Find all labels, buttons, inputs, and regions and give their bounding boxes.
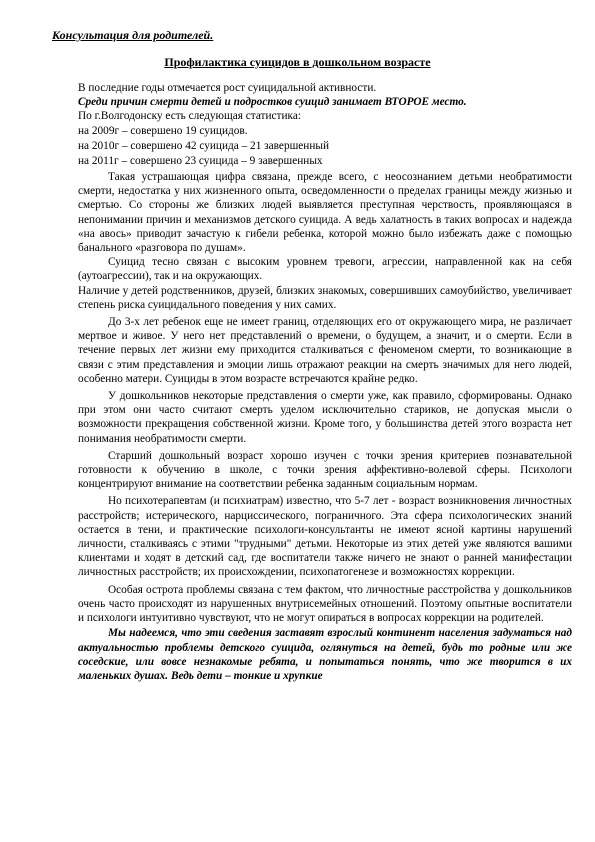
paragraph-2: Суицид тесно связан с высоким уровнем тревоги, агрессии, направленной как на себя (аутоагрессии), так и на окружающих. bbox=[78, 256, 572, 283]
document-title: Профилактика суицидов в дошкольном возрасте bbox=[164, 55, 431, 69]
stat-2011: на 2011г – совершено 23 суицида – 9 завершенных bbox=[78, 155, 323, 167]
paragraph-7: Но психотерапевтам (и психиатрам) известно, что 5-7 лет - возраст возникновения личностных расстройств; истерического, нарциссического, пограничного. Эта сфера психологических знаний остается в тени, и практические психологи-консультанты не имеют ясной картины нарушений личности, сталкиваясь с этими "трудными" детьми. Некоторые из этих детей уже являются вашими клиентами и ходят в детский сад, где воспитатели также ничего не знают о ранней манифестации личностных расстройств; их происхождении, психопатогенезе и возможностях коррекции. bbox=[78, 495, 572, 579]
stat-2009: на 2009г – совершено 19 суицидов. bbox=[78, 125, 248, 137]
paragraph-5: У дошкольников некоторые представления о смерти уже, как правило, сформированы. Однако при этом они часто считают смерть уделом исключительно стариков, не допуская мысли о возможности прекращения собственной жизни. Кроме того, у большинства детей этого возраста нет понимания необратимости смерти. bbox=[78, 390, 572, 445]
paragraph-6: Старший дошкольный возраст хорошо изучен с точки зрения критериев познавательной готовности к обучению в школе, с точки зрения аффективно-волевой сферы. Психологи концентрируют внимание на соответствии ребенка заданным социальным нормам. bbox=[78, 449, 572, 491]
intro-line-2: Среди причин смерти детей и подростков суицид занимает ВТОРОЕ место. bbox=[78, 96, 467, 108]
paragraph-8: Особая острота проблемы связана с тем фактом, что личностные расстройства у дошкольников очень часто происходят из нарушенных внутрисемейных отношений. Поэтому опытные воспитатели и психологи интуитивно чувствуют, что не могут опираться в вопросах коррекции на родителей. bbox=[78, 583, 572, 625]
stat-2010: на 2010г – совершено 42 суицида – 21 завершенный bbox=[78, 140, 330, 152]
paragraph-1: Такая устрашающая цифра связана, прежде всего, с неосознанием детьми необратимости смерти, недостатка у них жизненного опыта, осведомленности о пределах границы между жизнью и смертью. Со стороны же близких людей выявляется преступная черствость, проявляющаяся в непонимании причин и механизмов детского суицида. А ведь халатность в таких вопросах и надежда «на авось» приводит зачастую к гибели ребенка, которой можно было избежать даже с помощью банального «разговора по душам». bbox=[78, 171, 572, 255]
intro-line-3: По г.Волгодонску есть следующая статистика: bbox=[78, 110, 301, 122]
consultation-heading: Консультация для родителей. bbox=[52, 28, 214, 42]
document-body bbox=[78, 170, 572, 683]
intro-line-1: В последние годы отмечается рост суицидальной активности. bbox=[78, 82, 377, 94]
closing-paragraph: Мы надеемся, что эти сведения заставят взрослый континент населения задуматься над актуальностью проблемы детского суицида, оглянуться на детей, будь то родные или же соседские, или вовсе незнакомые ребята, и попытаться понять, что же творится в их маленьких душах. Ведь дети – тонкие и хрупкие bbox=[78, 627, 572, 682]
paragraph-4: До 3-х лет ребенок еще не имеет границ, отделяющих его от окружающего мира, не различает мертвое и живое. У него нет представлений о времени, о будущем, а значит, и о смерти. Если в течение первых лет жизни ему приходится сталкиваться с феноменом смерти, то возникающие в связи с этим представления и эмоции лишь отражают реакции на смерть значимых для него людей, особенно матери. Суициды в этом возрасте встречаются крайне редко. bbox=[78, 316, 572, 385]
paragraph-3: Наличие у детей родственников, друзей, близких знакомых, совершивших самоубийство, увеличивает степень риска суицидального поведения у них самих. bbox=[78, 284, 572, 311]
